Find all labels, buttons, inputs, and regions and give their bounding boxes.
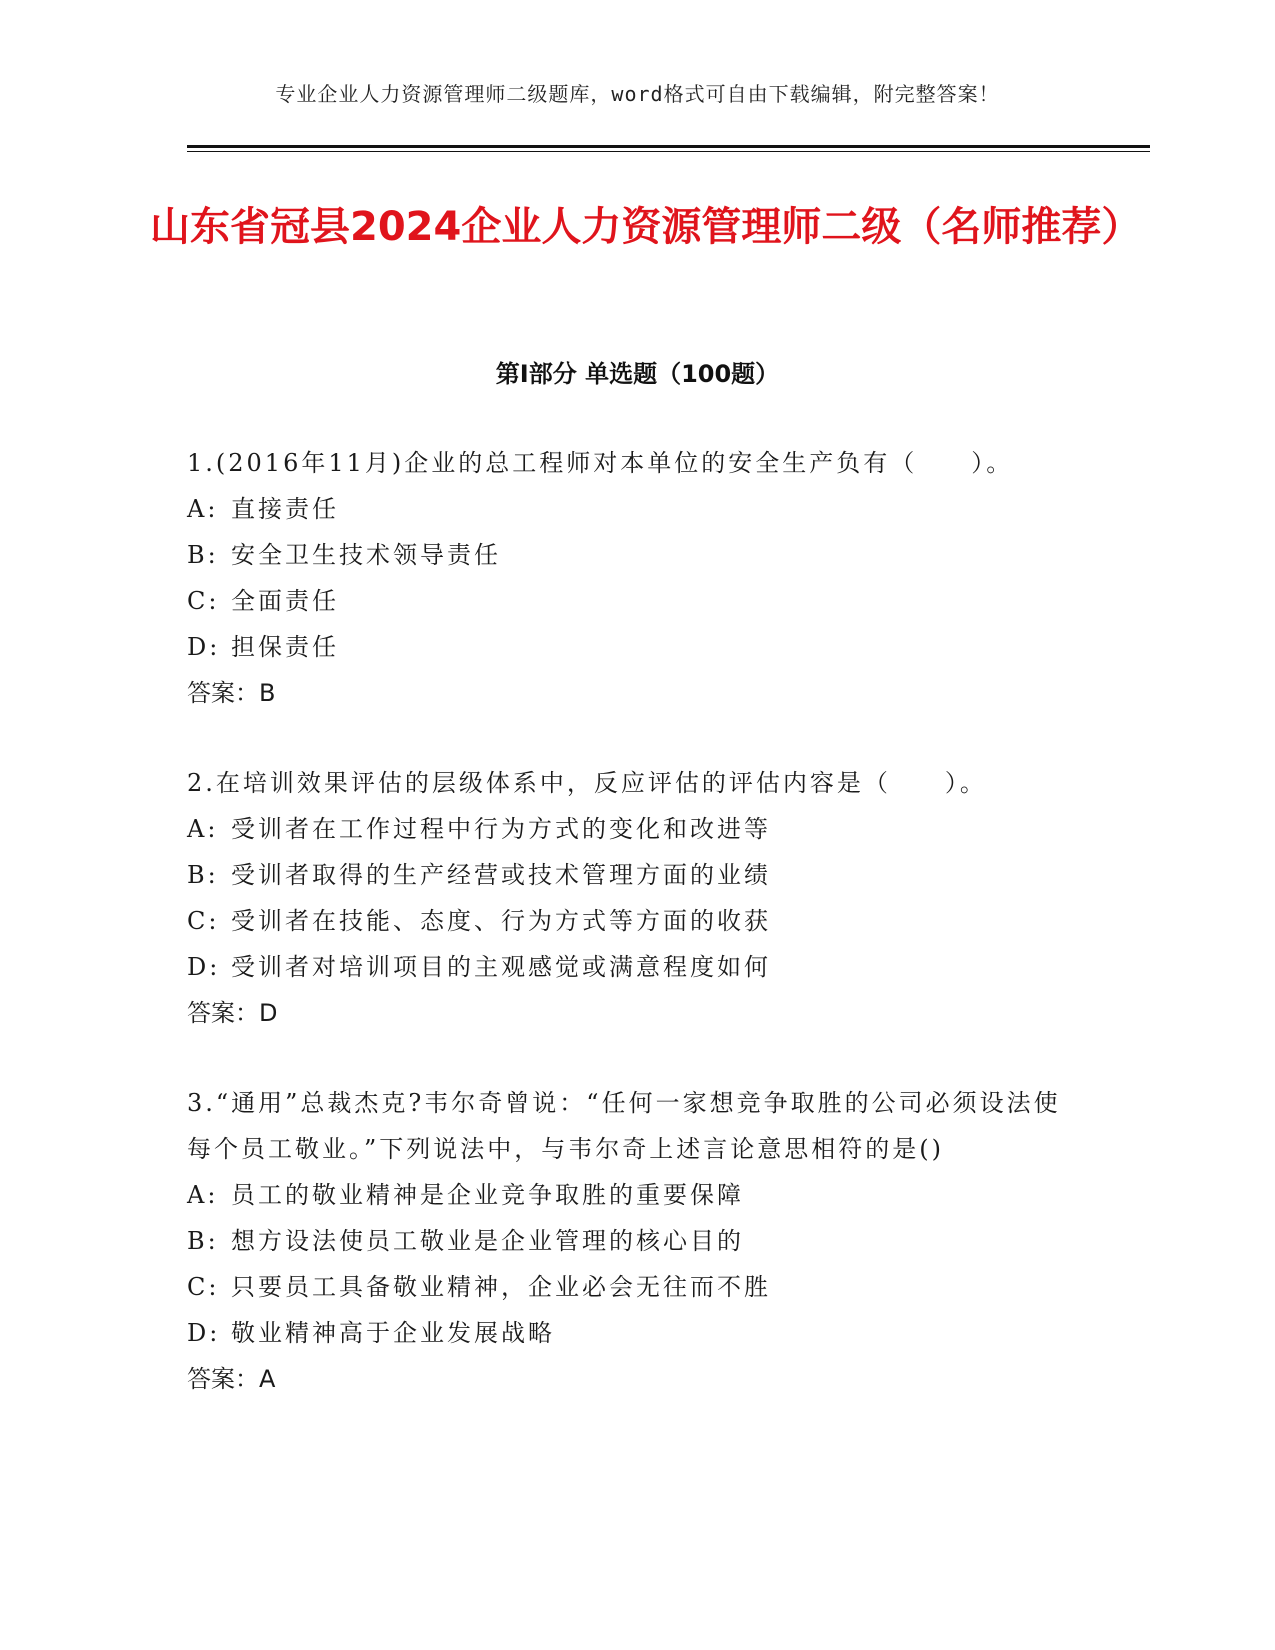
- option-text: 只要员工具备敬业精神，企业必会无往而不胜: [231, 1273, 771, 1301]
- question-list: [187, 440, 1087, 1402]
- option-letter: D:: [187, 633, 221, 661]
- document-title: 山东省冠县2024企业人力资源管理师二级（名师推荐）: [150, 204, 1142, 250]
- question-2: [187, 760, 1087, 1036]
- answer: 答案：A: [187, 1365, 276, 1393]
- option-a: [187, 806, 1087, 852]
- option-c: [187, 1264, 1087, 1310]
- option-letter: B:: [187, 861, 219, 889]
- header-rule-thick: [187, 145, 1150, 148]
- option-letter: B:: [187, 1227, 219, 1255]
- option-letter: C:: [187, 1273, 220, 1301]
- section-title: 第Ⅰ部分 单选题（100题）: [495, 360, 780, 388]
- question-stem: 2.在培训效果评估的层级体系中，反应评估的评估内容是（ ）。: [187, 769, 987, 797]
- option-b: [187, 532, 1087, 578]
- option-letter: A:: [187, 495, 219, 523]
- option-d: [187, 624, 1087, 670]
- option-text: 全面责任: [231, 587, 339, 615]
- question-stem: 3.“通用”总裁杰克?韦尔奇曾说：“任何一家想竞争取胜的公司必须设法使每个员工敬业。”下列说法中，与韦尔奇上述言论意思相符的是(): [187, 1089, 1061, 1163]
- option-text: 担保责任: [231, 633, 339, 661]
- option-b: [187, 852, 1087, 898]
- option-text: 直接责任: [231, 495, 339, 523]
- question-stem: 1.(2016年11月)企业的总工程师对本单位的安全生产负有（ ）。: [187, 449, 1014, 477]
- header-rule-thin: [187, 151, 1150, 152]
- page-header: 专业企业人力资源管理师二级题库，word格式可自由下载编辑，附完整答案！: [275, 82, 1000, 106]
- option-d: [187, 1310, 1087, 1356]
- option-d: [187, 944, 1087, 990]
- option-letter: B:: [187, 541, 219, 569]
- option-text: 安全卫生技术领导责任: [231, 541, 501, 569]
- question-1: [187, 440, 1087, 716]
- answer: 答案：D: [187, 999, 278, 1027]
- option-c: [187, 898, 1087, 944]
- option-text: 想方设法使员工敬业是企业管理的核心目的: [231, 1227, 744, 1255]
- option-b: [187, 1218, 1087, 1264]
- option-letter: C:: [187, 587, 220, 615]
- option-letter: A:: [187, 815, 219, 843]
- option-letter: D:: [187, 1319, 221, 1347]
- option-letter: A:: [187, 1181, 219, 1209]
- option-a: [187, 486, 1087, 532]
- option-text: 受训者取得的生产经营或技术管理方面的业绩: [231, 861, 771, 889]
- answer: 答案：B: [187, 679, 276, 707]
- option-text: 受训者在工作过程中行为方式的变化和改进等: [231, 815, 771, 843]
- option-letter: C:: [187, 907, 220, 935]
- option-text: 员工的敬业精神是企业竞争取胜的重要保障: [231, 1181, 744, 1209]
- option-c: [187, 578, 1087, 624]
- option-text: 受训者对培训项目的主观感觉或满意程度如何: [231, 953, 771, 981]
- option-letter: D:: [187, 953, 221, 981]
- question-3: [187, 1080, 1087, 1402]
- option-text: 敬业精神高于企业发展战略: [231, 1319, 555, 1347]
- option-a: [187, 1172, 1087, 1218]
- option-text: 受训者在技能、态度、行为方式等方面的收获: [231, 907, 771, 935]
